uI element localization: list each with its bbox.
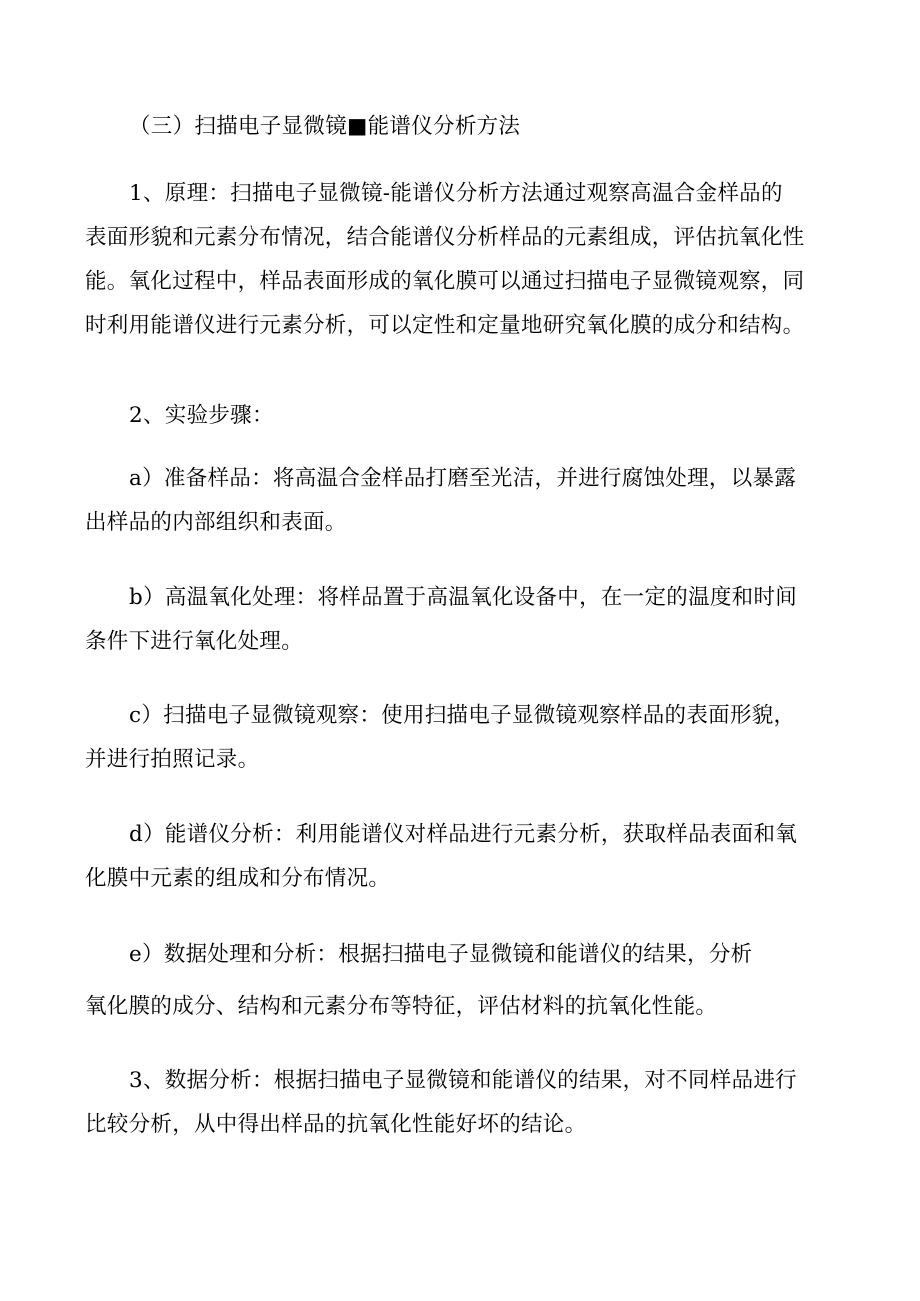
paragraph-line: 并进行拍照记录。: [85, 747, 260, 772]
paragraph-steps-title: [85, 394, 837, 438]
paragraph-step-e: [85, 933, 837, 1029]
paragraph-line: 氧化膜的成分、结构和元素分布等特征，评估材料的抗氧化性能。: [85, 994, 718, 1019]
paragraph-step-c: [85, 694, 837, 782]
paragraph-line: d）能谱仪分析：利用能谱仪对样品进行元素分析，获取样品表面和氧: [129, 822, 798, 847]
paragraph-step-a: [85, 457, 837, 545]
paragraph-line: 时利用能谱仪进行元素分析，可以定性和定量地研究氧化膜的成分和结构。: [85, 313, 805, 338]
paragraph-line: 表面形貌和元素分布情况，结合能谱仪分析样品的元素组成，评估抗氧化性: [85, 225, 805, 250]
paragraph-line: 1、原理：扫描电子显微镜-能谱仪分析方法通过观察高温合金样品的: [129, 181, 783, 206]
paragraph-line: b）高温氧化处理：将样品置于高温氧化设备中，在一定的温度和时间: [129, 585, 798, 610]
section-heading: [85, 105, 881, 149]
paragraph-line: 3、数据分析：根据扫描电子显微镜和能谱仪的结果，对不同样品进行: [129, 1068, 797, 1093]
heading-text: （三）扫描电子显微镜■能谱仪分析方法: [129, 114, 521, 139]
paragraph-line: c）扫描电子显微镜观察：使用扫描电子显微镜观察样品的表面形貌，: [129, 703, 796, 728]
paragraph-principle: [85, 172, 837, 348]
paragraph-line: 条件下进行氧化处理。: [85, 629, 304, 654]
paragraph-line: e）数据处理和分析：根据扫描电子显微镜和能谱仪的结果，分析: [129, 942, 753, 967]
paragraph-line: 比较分析，从中得出样品的抗氧化性能好坏的结论。: [85, 1112, 587, 1137]
paragraph-line: a）准备样品：将高温合金样品打磨至光洁，并进行腐蚀处理，以暴露: [129, 466, 797, 491]
paragraph-line: 2、实验步骤：: [129, 403, 274, 428]
paragraph-line: 能。氧化过程中，样品表面形成的氧化膜可以通过扫描电子显微镜观察，同: [85, 269, 805, 294]
paragraph-line: 出样品的内部组织和表面。: [85, 510, 347, 535]
paragraph-step-b: [85, 576, 837, 664]
paragraph-line: 化膜中元素的组成和分布情况。: [85, 866, 391, 891]
paragraph-step-d: [85, 813, 837, 901]
paragraph-data-analysis: [85, 1059, 837, 1147]
